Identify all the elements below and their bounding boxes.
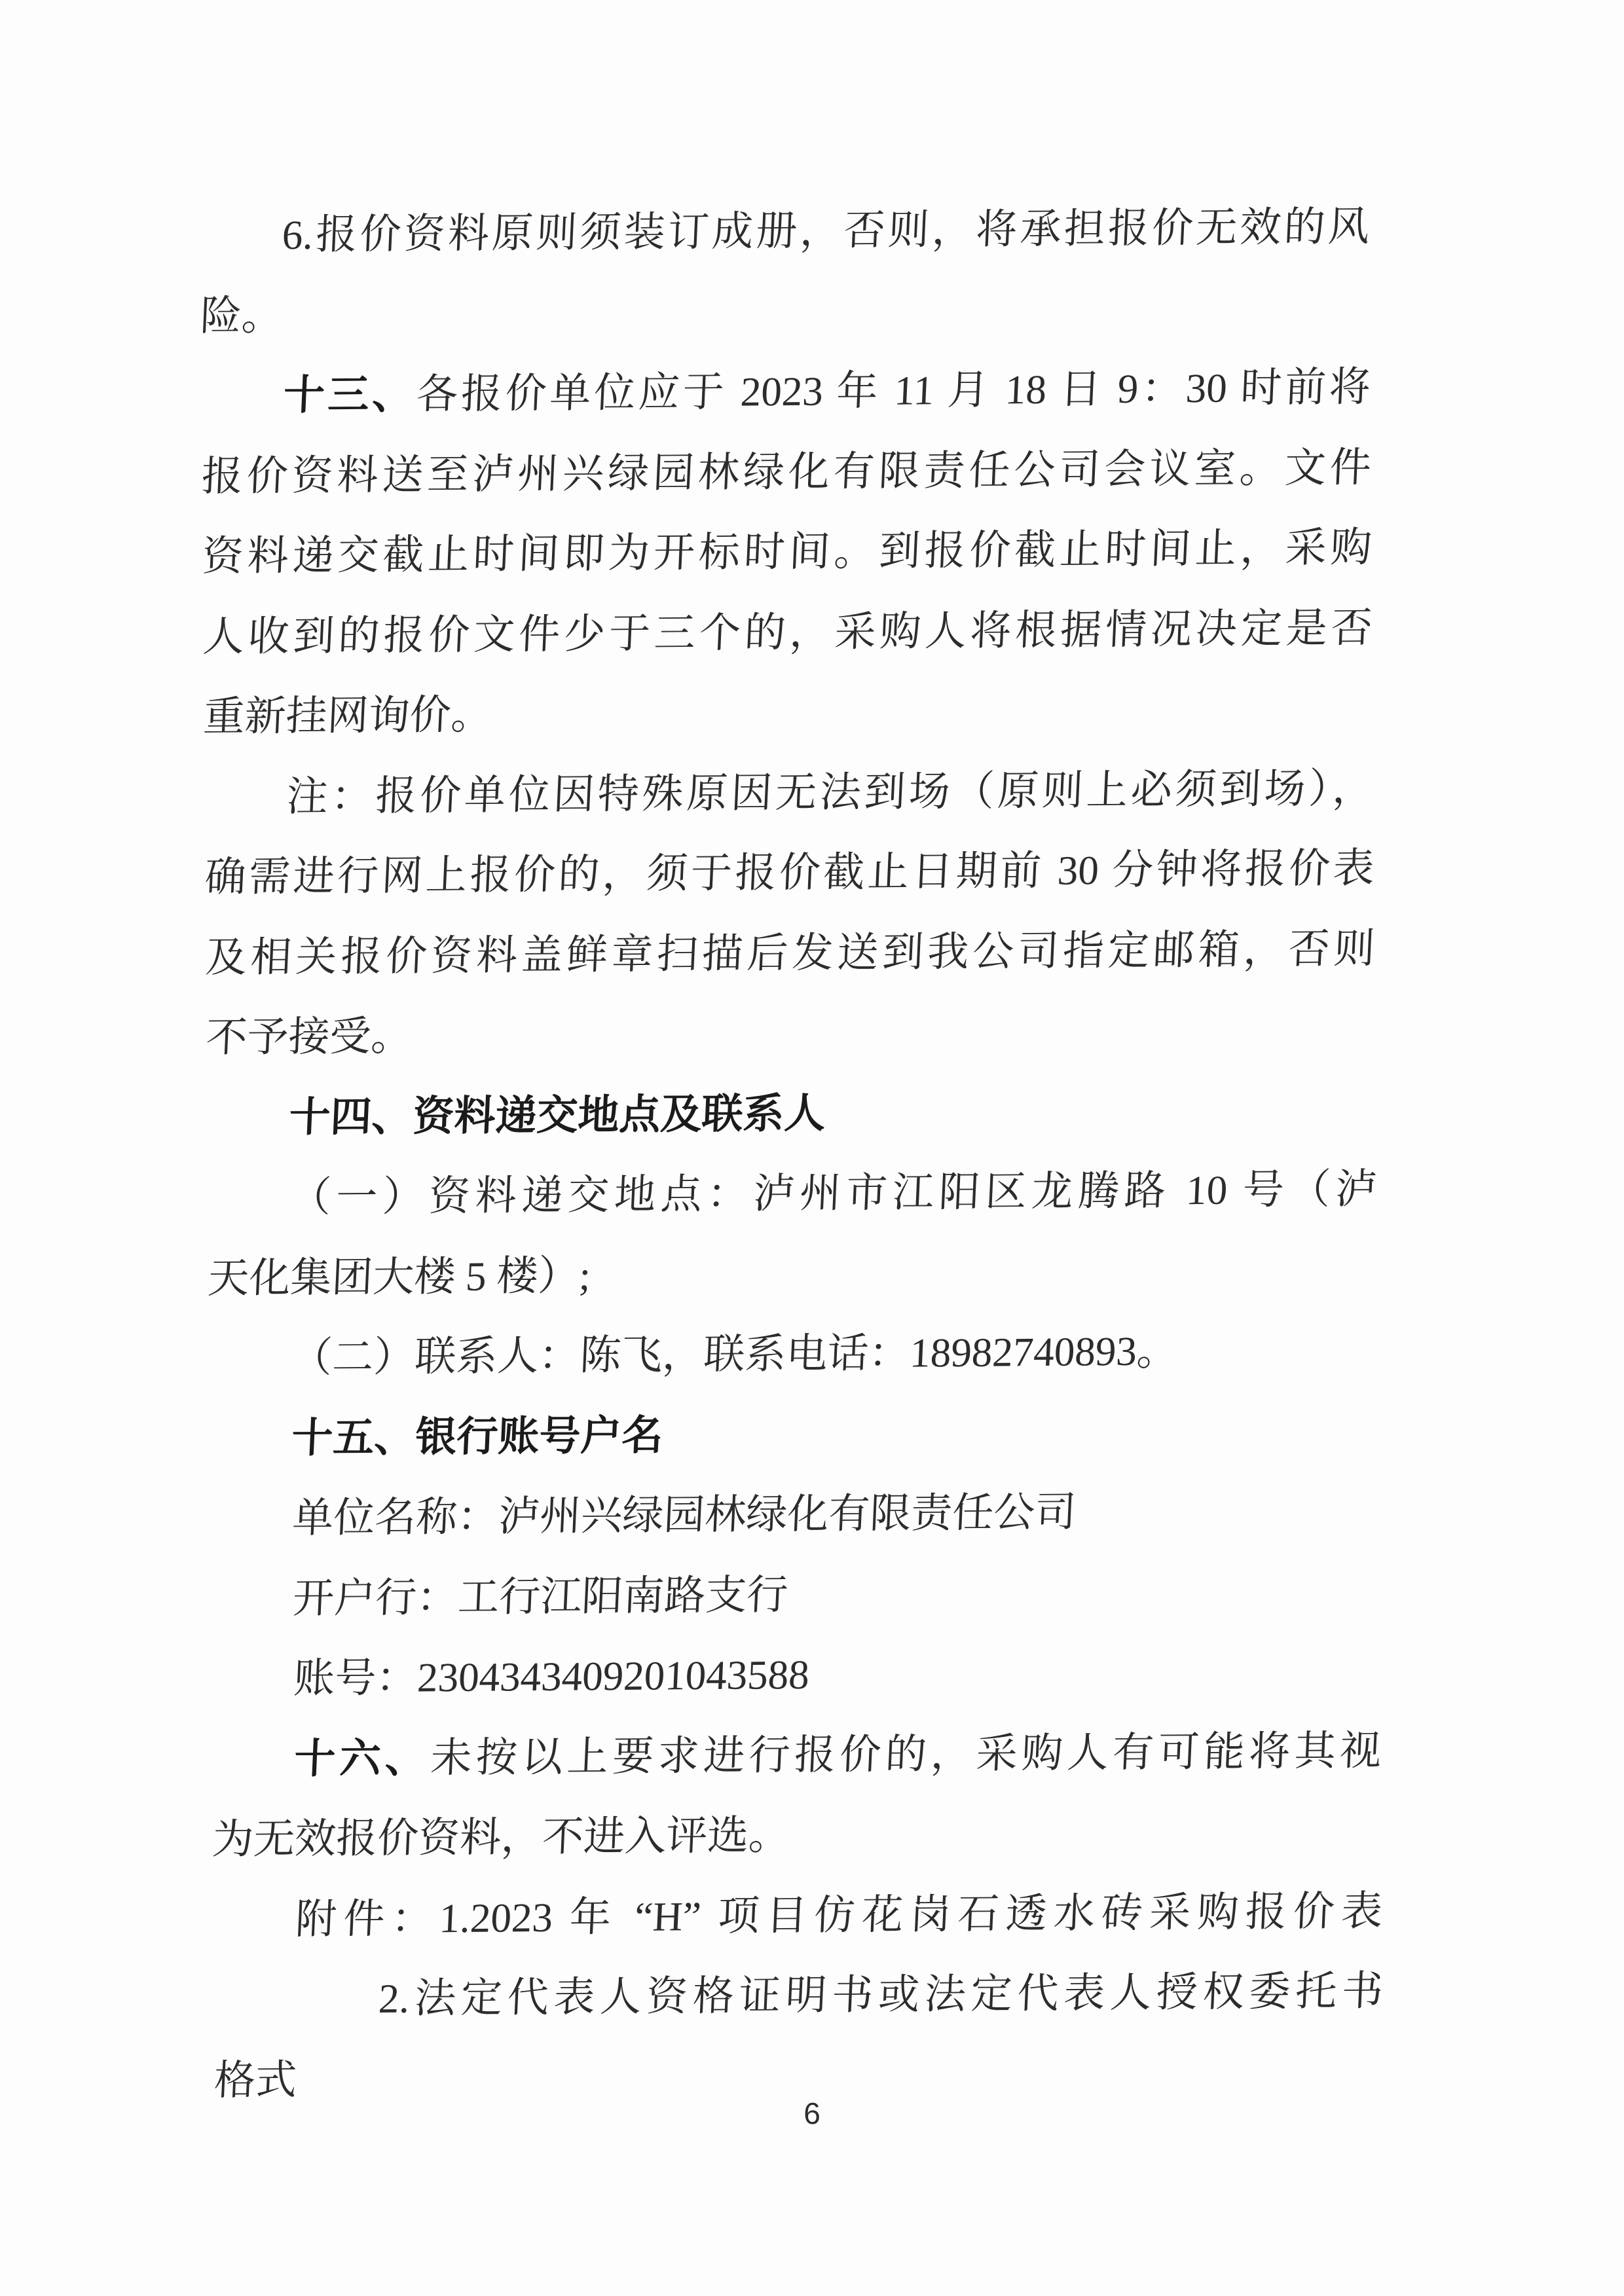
document-line <box>282 347 1372 436</box>
page-number: 6 <box>803 2096 821 2130</box>
line-text: 注：报价单位因特殊原因无法到场（原则上必须到场）， <box>286 765 1375 820</box>
document-line <box>293 1710 1383 1799</box>
line-text: 重新挂网询价。 <box>202 691 494 740</box>
document-line <box>291 1470 1381 1559</box>
section-heading <box>287 1068 1378 1157</box>
line-text: 资料递交截止时间即为开标时间。到报价截止时间止，采购 <box>201 524 1373 580</box>
document-line <box>200 507 1373 597</box>
line-text: 十四、资料递交地点及联系人 <box>287 1090 827 1140</box>
line-text: 6.报价资料原则须装订成册，否则，将承担报价无效的风 <box>281 204 1371 259</box>
document-line <box>198 267 1371 357</box>
line-text: 十五、银行账号户名 <box>290 1412 664 1461</box>
line-text: 附件：1.2023 年 “H” 项目仿花岗石透水砖采购报价表 <box>294 1887 1384 1942</box>
document-line <box>210 1791 1383 1880</box>
line-text: 开户行：工行江阳南路支行 <box>291 1571 789 1622</box>
line-text: （二）联系人：陈飞，联系电话：18982740893。 <box>289 1328 1179 1381</box>
document-line <box>377 1951 1384 2039</box>
document-line <box>204 908 1376 998</box>
section-heading <box>290 1389 1380 1478</box>
document-line <box>280 187 1371 276</box>
line-text: 单位名称：泸州兴绿园林绿化有限责任公司 <box>291 1489 1077 1542</box>
document-line <box>291 1550 1382 1639</box>
line-bold-prefix: 十三、 <box>282 371 418 419</box>
line-text: 2.法定代表人资格证明书或法定代表人授权委托书 <box>377 1967 1384 2022</box>
document-line <box>201 587 1374 677</box>
line-text: 格式 <box>213 2056 298 2104</box>
line-text: 报价资料送至泸州兴绿园林绿化有限责任公司会议室。文件 <box>200 444 1373 500</box>
document-line <box>289 1309 1380 1398</box>
line-text: 未按以上要求进行报价的，采购人有可能将其视 <box>429 1727 1382 1781</box>
document-line <box>200 427 1373 517</box>
line-text: 险。 <box>199 292 284 339</box>
document-line <box>293 1870 1384 1959</box>
line-text: 天化集团大楼 5 楼）; <box>206 1252 592 1302</box>
document-line <box>206 1229 1379 1319</box>
document-line <box>202 668 1375 757</box>
line-text: 及相关报价资料盖鲜章扫描后发送到我公司指定邮箱，否则 <box>204 925 1376 981</box>
document-line <box>203 828 1376 918</box>
line-text: 账号：2304343409201043588 <box>292 1651 811 1702</box>
line-bold-prefix: 十六、 <box>293 1734 432 1782</box>
line-text: 人收到的报价文件少于三个的，采购人将根据情况决定是否 <box>202 604 1374 660</box>
document-line <box>204 989 1377 1078</box>
line-text: 各报价单位应于 2023 年 11 月 18 日 9：30 时前将 <box>415 364 1372 418</box>
document-line <box>288 1149 1378 1238</box>
line-text: 确需进行网上报价的，须于报价截止日期前 30 分钟将报价表 <box>204 845 1376 901</box>
document-text-block <box>199 187 1384 2121</box>
line-text: 为无效报价资料，不进入评选。 <box>211 1812 791 1863</box>
line-text: （一）资料递交地点：泸州市江阳区龙腾路 10 号（泸 <box>288 1165 1378 1221</box>
document-line <box>285 748 1375 837</box>
document-line <box>292 1630 1382 1719</box>
line-text: 不予接受。 <box>205 1013 414 1061</box>
